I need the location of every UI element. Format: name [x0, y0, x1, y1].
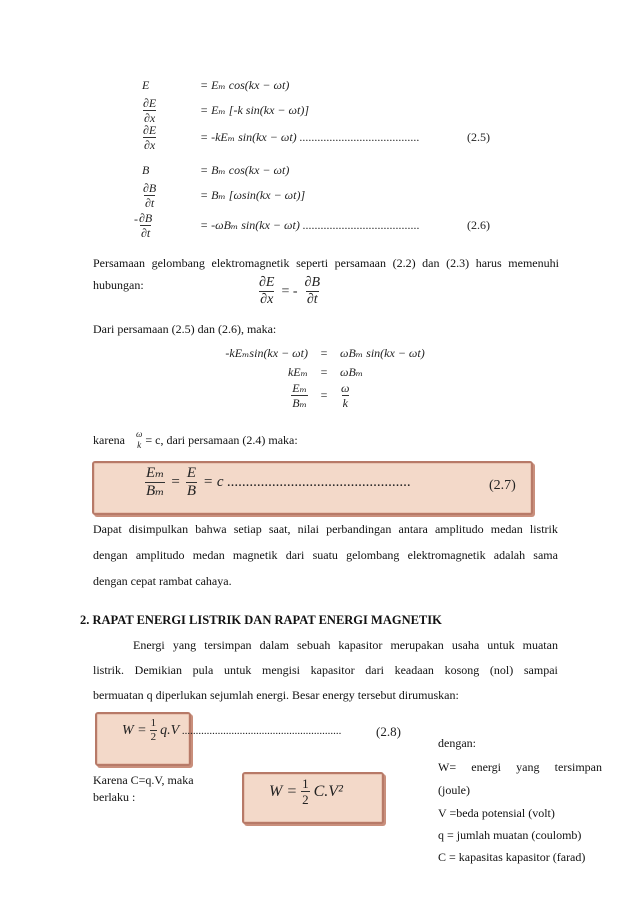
- paragraph-karena: karena ω k = c, dari persamaan (2.4) maka:: [93, 429, 298, 450]
- paragraph-line: listrik. Demikian pula untuk mengisi kapasitor dari keadaan kosong (nol) sampai: [93, 663, 558, 677]
- equation-row-dbdt: [142, 182, 305, 209]
- equation-row-2-6: - $\frac{\partial B}{\partial t}$ = -ωBₘ sin(kx − ωt) ....................................... (2.6): [134, 211, 490, 240]
- paragraph-wave-condition: Persamaan gelombang elektromagnetik seperti persamaan (2.2) dan (2.3) harus memenuhi: [93, 256, 559, 270]
- equation-2-8: W = $\frac{1}{2}$ q.V ..........................................................: [122, 717, 342, 743]
- fraction: $\frac{\partial E}{\partial x}$: [143, 123, 157, 152]
- equation-row-dedx: [142, 97, 309, 124]
- legend-w: W= energi yang tersimpan: [438, 760, 602, 774]
- equation-rhs: = -kEₘ sin(kx − ωt) ........................................: [200, 130, 420, 144]
- equation-energy-cv: W = $\frac{1}{2}$ C.V²: [269, 776, 343, 807]
- legend-v: V =beda potensial (volt): [438, 806, 555, 820]
- equation-number: (2.5): [467, 130, 490, 144]
- legend-q: q = jumlah muatan (coulomb): [438, 828, 582, 842]
- equation-number: (2.7): [489, 478, 516, 493]
- legend-w-unit: (joule): [438, 783, 470, 797]
- equation-rhs: = Bₘ cos(kx − ωt): [200, 163, 290, 177]
- equation-row-e: [142, 78, 289, 93]
- equation-block-derivation: -kEₘsin(kx − ωt) = ωBₘ sin(kx − ωt) kEₘ = ωBₘ $\frac{\text{Eₘ}}{\text{Bₘ}}$ = $\frac{\omega}{k}$: [225, 346, 425, 410]
- paragraph-line: hubungan:: [93, 278, 144, 292]
- equation-number: (2.8): [376, 724, 401, 739]
- paragraph-line: bermuatan q diperlukan sejumlah energi. Besar energy tersebut dirumuskan:: [93, 688, 459, 702]
- paragraph-from-equations: Dari persamaan (2.5) dan (2.6), maka:: [93, 322, 277, 336]
- note-karena-cqv: Karena C=q.V, maka berlaku :: [93, 773, 194, 804]
- equation-2-7: $\frac{\text{Eₘ}}{\text{Bₘ}}$ = $\frac{E}{B}$ = c .................................................: [146, 465, 412, 499]
- equation-rhs: = -ωBₘ sin(kx − ωt) .......................................: [200, 218, 420, 232]
- section-heading: 2. RAPAT ENERGI LISTRIK DAN RAPAT ENERGI MAGNETIK: [80, 613, 442, 627]
- fraction: $\frac{\partial B}{\partial t}$: [139, 211, 153, 240]
- equation-number: (2.6): [467, 218, 490, 232]
- paragraph-line: dengan cepat rambat cahaya.: [93, 574, 232, 588]
- paragraph-line: dengan amplitudo medan magnetik dari suatu gelombang elektromagnetik adalah sama: [93, 548, 558, 562]
- legend-c: C = kapasitas kapasitor (farad): [438, 850, 586, 864]
- equation-rhs: = Eₘ cos(kx − ωt): [200, 78, 290, 92]
- equation-rhs: = Eₘ [-k sin(kx − ωt)]: [200, 103, 310, 117]
- paragraph-energy: Energi yang tersimpan dalam sebuah kapasitor merupakan usaha untuk muatan: [133, 638, 558, 652]
- paragraph-conclusion: Dapat disimpulkan bahwa setiap saat, nilai perbandingan antara amplitudo medan listrik: [93, 522, 558, 536]
- fraction: $\frac{\partial E}{\partial x}$: [143, 96, 157, 125]
- legend-title: dengan:: [438, 736, 476, 750]
- fraction: $\frac{\partial B}{\partial t}$: [143, 181, 157, 210]
- equation-relation: $\frac{\partial E}{\partial x}$ = - $\frac{\partial B}{\partial t}$: [259, 275, 321, 307]
- equation-lhs: E: [142, 78, 150, 92]
- equation-row-2-5: [142, 124, 512, 151]
- equation-block-wave: [134, 78, 512, 248]
- equation-rhs: = Bₘ [ωsin(kx − ωt)]: [200, 188, 306, 202]
- equation-lhs: B: [142, 163, 150, 177]
- equation-row-b: [142, 163, 289, 178]
